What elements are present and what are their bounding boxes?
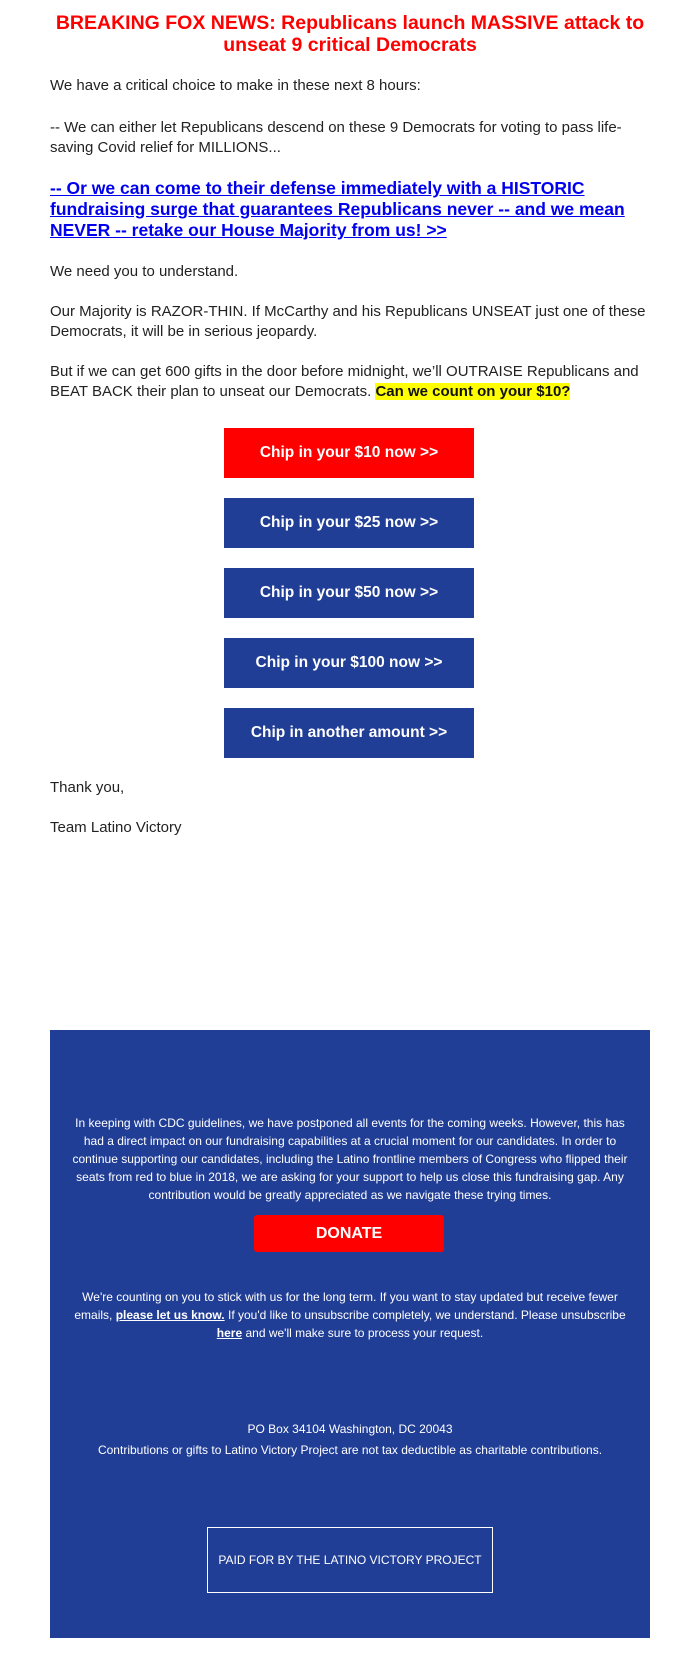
mailing-address: PO Box 34104 Washington, DC 20043 xyxy=(247,1422,453,1436)
chip-in-10-button[interactable]: Chip in your $10 now >> xyxy=(224,428,474,478)
unsub-text-3: and we'll make sure to process your request. xyxy=(245,1326,484,1340)
defense-donate-link[interactable]: -- Or we can come to their defense immediately with a HISTORIC fundraising surge that guarantees Republicans never -- and we mean NEVER -- retake our House Majority from us! >> xyxy=(50,178,625,240)
option-one-paragraph: -- We can either let Republicans descend on these 9 Democrats for voting to pass life-saving Covid relief for MILLIONS... xyxy=(50,119,622,156)
chip-in-25-button[interactable]: Chip in your $25 now >> xyxy=(224,498,474,548)
headline: BREAKING FOX NEWS: Republicans launch MASSIVE attack to unseat 9 critical Democrats xyxy=(55,12,645,56)
chip-in-100-button[interactable]: Chip in your $100 now >> xyxy=(224,638,474,688)
understand-paragraph: We need you to understand. xyxy=(50,263,239,280)
signature: Team Latino Victory xyxy=(50,819,182,836)
footer xyxy=(50,1030,650,1638)
paid-for-disclaimer: PAID FOR BY THE LATINO VICTORY PROJECT xyxy=(207,1527,493,1593)
thanks-text: Thank you, xyxy=(50,779,125,796)
unsub-text-2: If you'd like to unsubscribe completely, we understand. Please unsubscribe xyxy=(228,1308,626,1322)
donate-button[interactable]: DONATE xyxy=(254,1215,444,1252)
majority-paragraph: Our Majority is RAZOR-THIN. If McCarthy and his Republicans UNSEAT just one of these Democrats, it will be in serious jeopardy. xyxy=(50,303,646,340)
unsubscribe-link[interactable]: here xyxy=(216,1326,243,1340)
unsubscribe-text xyxy=(72,1288,628,1342)
chip-in-other-button[interactable]: Chip in another amount >> xyxy=(224,708,474,758)
unsub-text-1: We're counting on you to stick with us for the long term. If you want to stay updated but receive fewer emails, xyxy=(74,1290,618,1322)
tax-notice: Contributions or gifts to Latino Victory Project are not tax deductible as charitable contributions. xyxy=(97,1443,603,1457)
intro-paragraph: We have a critical choice to make in these next 8 hours: xyxy=(50,77,421,94)
outraise-text: But if we can get 600 gifts in the door before midnight, we’ll OUTRAISE Republicans and BEAT BACK their plan to unseat our Democrats. xyxy=(50,363,639,400)
outraise-paragraph xyxy=(50,362,655,402)
highlight-ask: Can we count on your $10? xyxy=(375,383,571,400)
fewer-emails-link[interactable]: please let us know. xyxy=(115,1308,225,1322)
cdc-notice: In keeping with CDC guidelines, we have postponed all events for the coming weeks. However, this has had a direct impact on our fundraising capabilities at a crucial moment for our candidates. In order to continue supporting our candidates, including the Latino frontline members of Congress who flipped their seats from red to blue in 2018, we are asking for your support to help us close this fundraising gap. Any contribution would be greatly appreciated as we navigate these trying times. xyxy=(72,1116,628,1202)
chip-in-50-button[interactable]: Chip in your $50 now >> xyxy=(224,568,474,618)
